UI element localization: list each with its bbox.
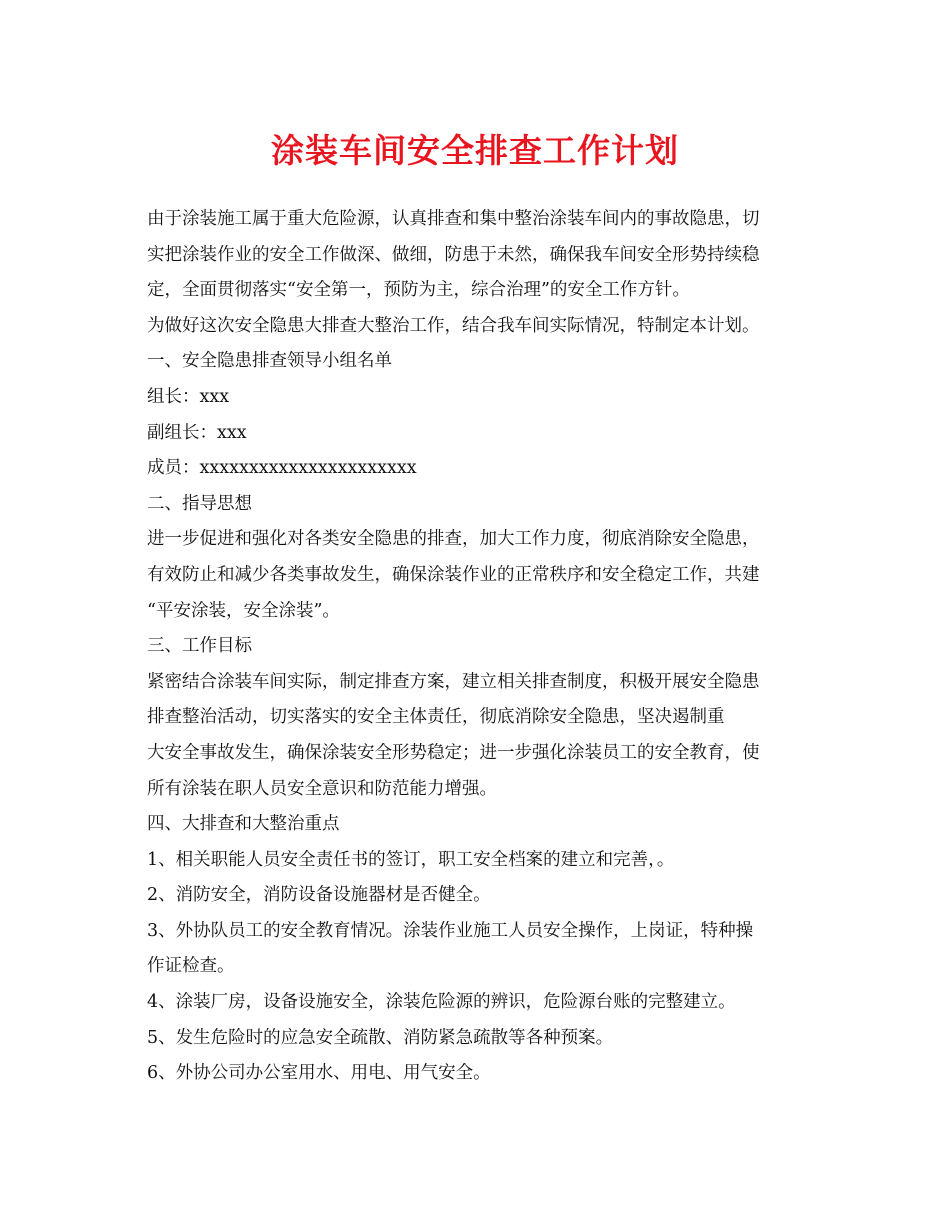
section-heading-guiding-ideology: 二、指导思想 [147, 493, 252, 514]
list-item: 3、外协队员工的安全教育情况。涂装作业施工人员安全操作，上岗证，特种操 [147, 920, 754, 941]
paragraph-line: 大安全事故发生，确保涂装安全形势稳定；进一步强化涂装员工的安全教育，使 [147, 742, 760, 763]
list-item: 6、外协公司办公室用水、用电、用气安全。 [147, 1063, 491, 1084]
deputy-leader-entry: 副组长：xxx [147, 422, 247, 443]
section-heading-leadership: 一、安全隐患排查领导小组名单 [147, 351, 392, 372]
document-body [147, 202, 803, 1092]
paragraph-line: “平安涂装，安全涂装”。 [147, 600, 340, 621]
paragraph-line: 所有涂装在职人员安全意识和防范能力增强。 [147, 778, 497, 799]
list-item: 2、消防安全，消防设备设施器材是否健全。 [147, 885, 491, 906]
list-item-continuation: 作证检查。 [147, 956, 235, 977]
section-heading-work-goals: 三、工作目标 [147, 636, 252, 657]
paragraph-line: 实把涂装作业的安全工作做深、做细，防患于未然，确保我车间安全形势持续稳 [147, 244, 760, 265]
list-item: 5、发生危险时的应急安全疏散、消防紧急疏散等各种预案。 [147, 1027, 614, 1048]
list-item: 4、涂装厂房，设备设施安全，涂装危险源的辨识，危险源台账的完整建立。 [147, 992, 736, 1013]
list-item: 1、相关职能人员安全责任书的签订，职工安全档案的建立和完善，。 [147, 849, 675, 870]
paragraph-line: 为做好这次安全隐患大排查大整治工作，结合我车间实际情况，特制定本计划。 [147, 315, 760, 336]
paragraph-line: 排查整治活动，切实落实的安全主体责任，彻底消除安全隐患，坚决遏制重 [147, 707, 725, 728]
section-heading-key-points: 四、大排查和大整治重点 [147, 814, 340, 835]
document-title: 涂装车间安全排查工作计划 [271, 131, 679, 170]
paragraph-line: 紧密结合涂装车间实际，制定排查方案，建立相关排查制度，积极开展安全隐患 [147, 671, 760, 692]
paragraph-line: 由于涂装施工属于重大危险源，认真排查和集中整治涂装车间内的事故隐患，切 [147, 209, 760, 229]
paragraph-line: 有效防止和减少各类事故发生，确保涂装作业的正常秩序和安全稳定工作，共建 [147, 564, 760, 585]
leader-entry: 组长：xxx [147, 386, 230, 407]
paragraph-line: 进一步促进和强化对各类安全隐患的排查，加大工作力度，彻底消除安全隐患， [147, 529, 760, 550]
paragraph-line: 定，全面贯彻落实“安全第一，预防为主，综合治理”的安全工作方针。 [147, 280, 690, 301]
members-entry: 成员：xxxxxxxxxxxxxxxxxxxxxx [147, 458, 417, 479]
